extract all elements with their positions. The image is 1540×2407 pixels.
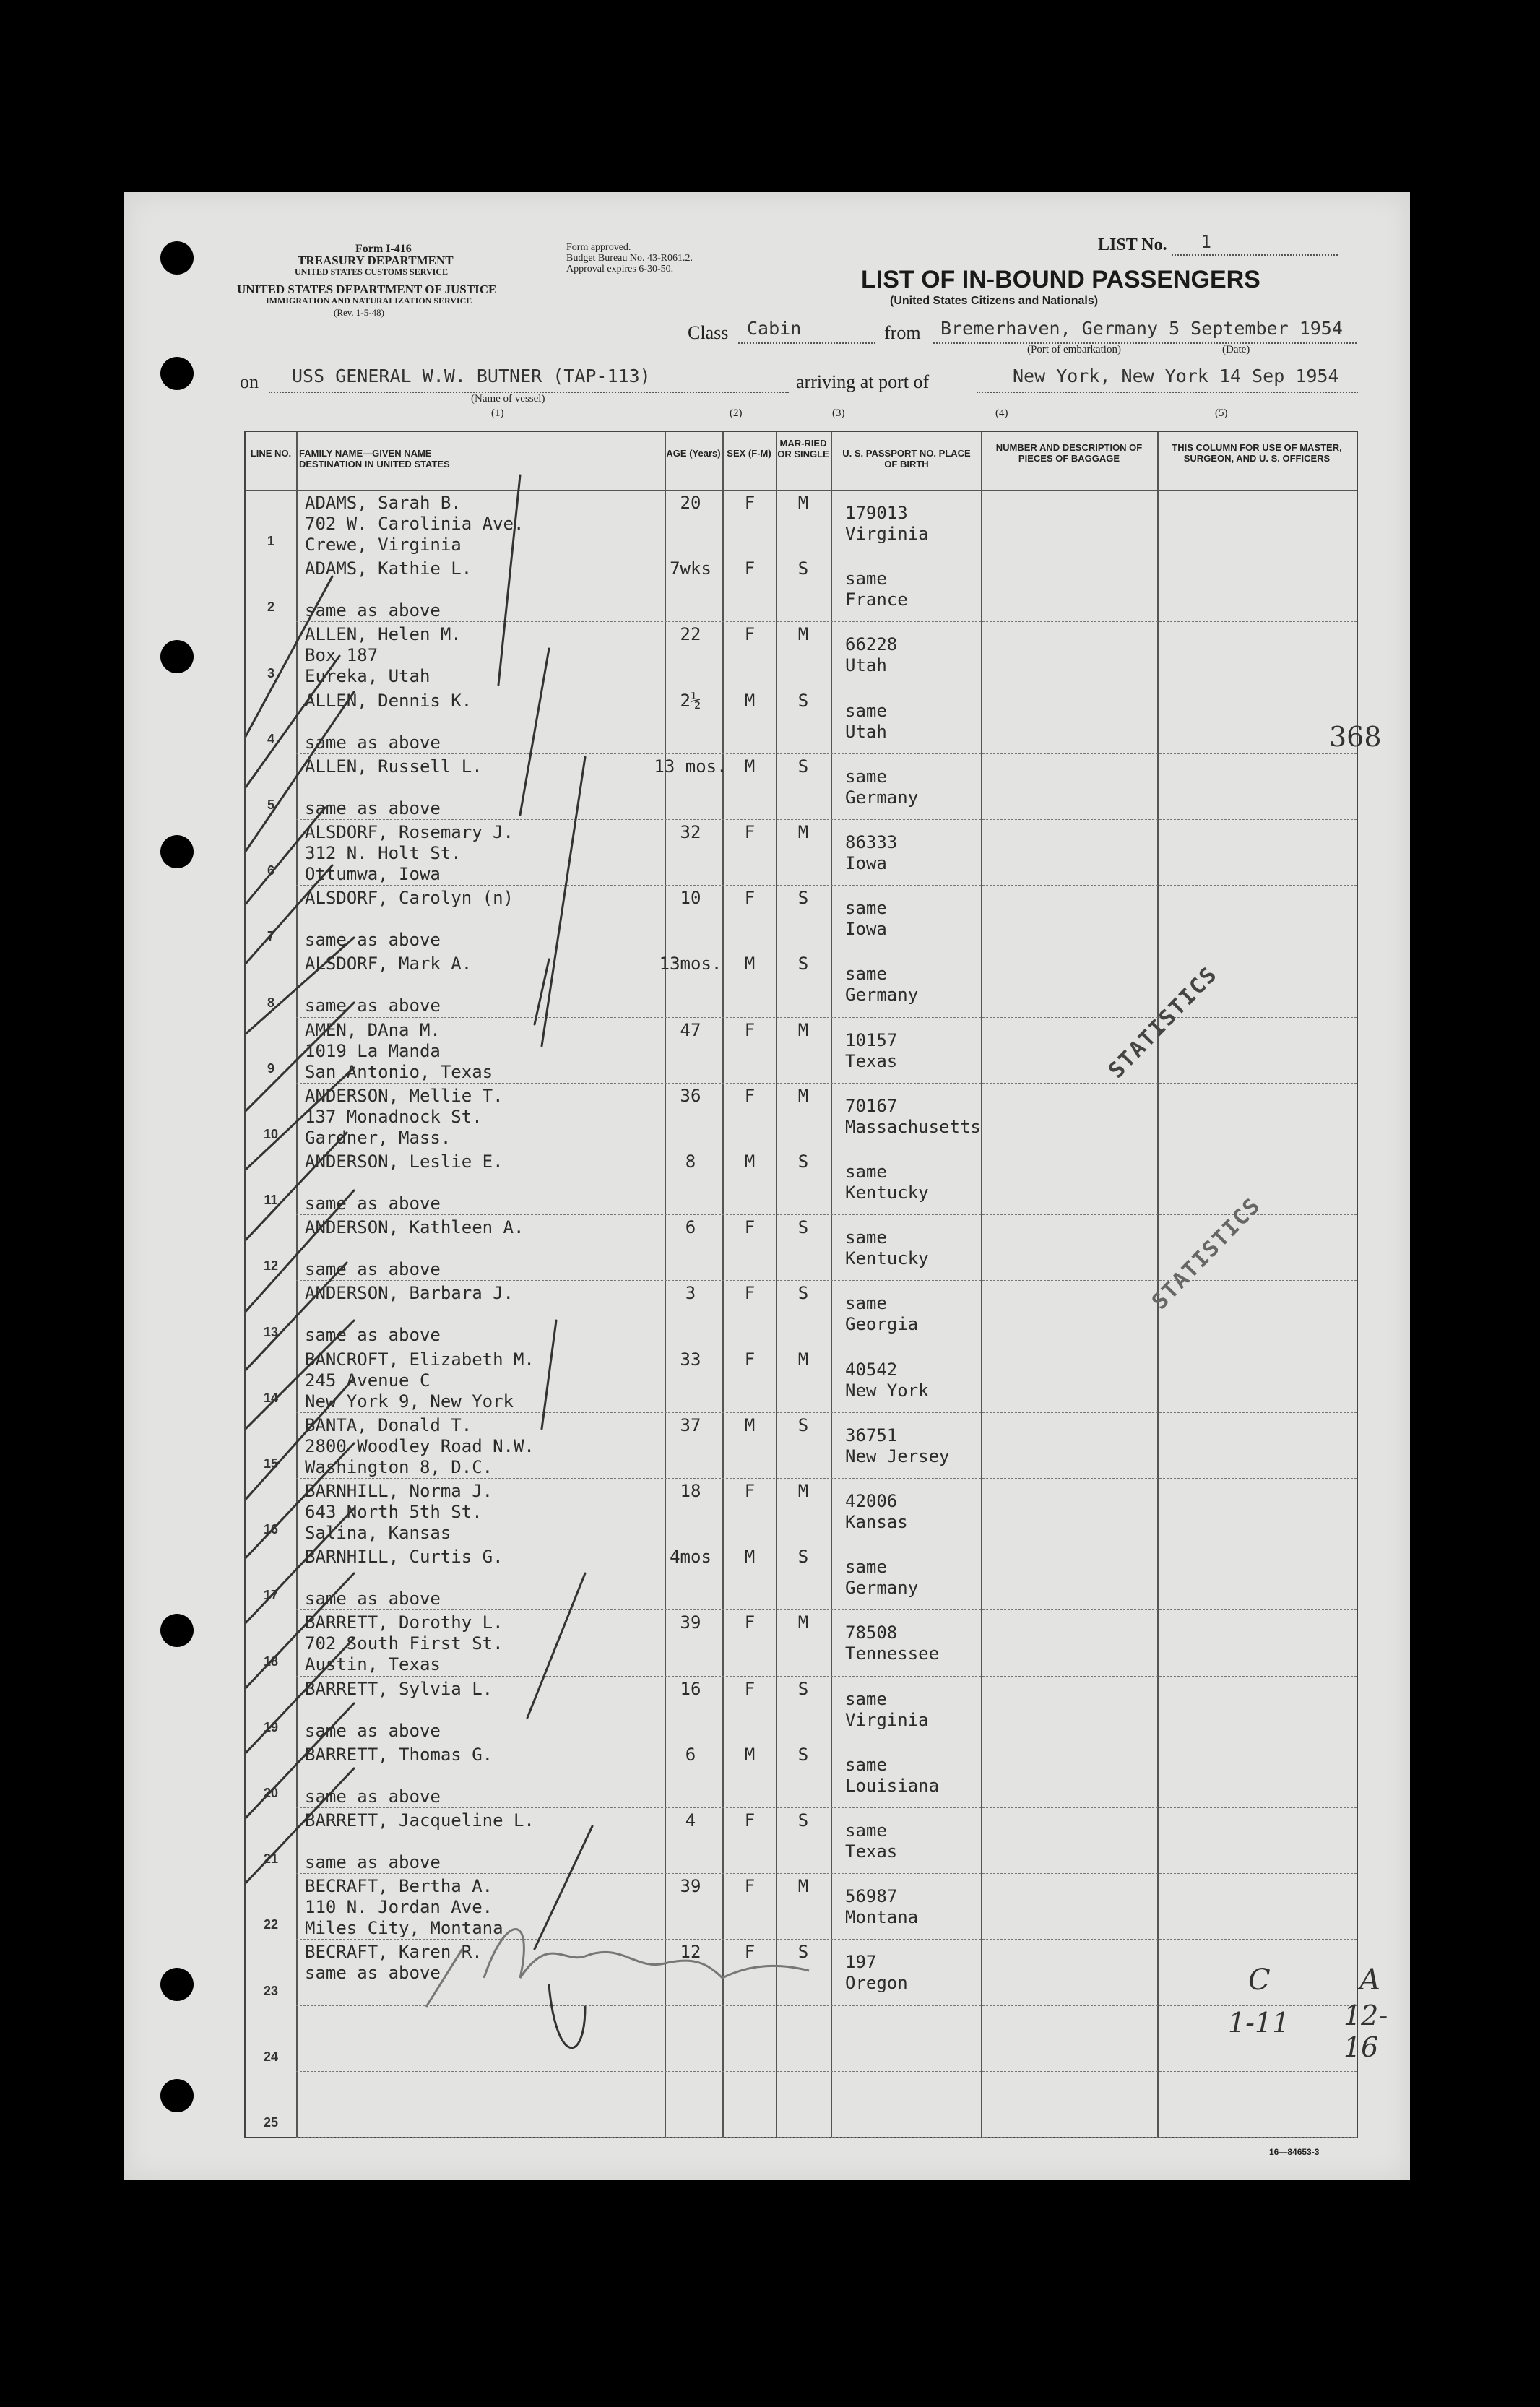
arriving-label: arriving at port of: [796, 371, 930, 392]
age-value: 4mos: [670, 1547, 711, 1568]
age-value: 20: [680, 493, 701, 513]
place-of-birth: Louisiana: [845, 1775, 940, 1796]
destination: same as above: [305, 732, 441, 753]
passport-number: 78508: [845, 1622, 898, 1643]
age-value: 37: [680, 1414, 701, 1435]
binder-hole: [160, 2079, 194, 2112]
passenger-name: ALSDORF, Carolyn (n): [305, 888, 514, 909]
footer-code: 16—84653-3: [1269, 2147, 1320, 2157]
passport-number: 70167: [845, 1095, 898, 1116]
col-header-passport: U. S. PASSPORT NO. PLACE OF BIRTH: [842, 448, 971, 470]
age-value: 2½: [680, 690, 701, 711]
marital-status: M: [797, 1876, 809, 1897]
passport-number: same: [845, 1162, 887, 1182]
age-value: 39: [680, 1612, 701, 1633]
passport-number: same: [845, 964, 887, 985]
passport-number: same: [845, 1293, 887, 1314]
age-value: 6: [685, 1217, 696, 1238]
passenger-name: ANDERSON, Kathleen A.: [305, 1217, 524, 1238]
sex-value: M: [744, 954, 756, 975]
vessel-caption: (Name of vessel): [471, 393, 545, 405]
place-of-birth: Utah: [845, 655, 887, 676]
passenger-name: BANTA, Donald T.: [305, 1414, 472, 1435]
passenger-name: ANDERSON, Mellie T.: [305, 1085, 503, 1106]
place-of-birth: Kansas: [845, 1512, 908, 1532]
line-number: 18: [263, 1654, 279, 1669]
passenger-table: [244, 431, 1388, 2138]
destination: same as above: [305, 1720, 441, 1741]
sex-value: F: [744, 1481, 756, 1501]
marital-status: S: [797, 756, 809, 777]
destination: 137 Monadnock St. Gardner, Mass.: [305, 1106, 483, 1148]
col-header-officers: THIS COLUMN FOR USE OF MASTER, SURGEON, AND U. S. OFFICERS: [1172, 442, 1342, 464]
sex-value: F: [744, 493, 756, 513]
officer-number: 368: [1329, 721, 1382, 753]
hand-c: C: [1248, 1963, 1271, 1997]
passenger-name: BARRETT, Sylvia L.: [305, 1678, 493, 1699]
destination: same as above: [305, 1963, 441, 1984]
hand-a: A: [1359, 1963, 1380, 1997]
destination: Box 187 Eureka, Utah: [305, 645, 431, 687]
line-number: 24: [263, 2049, 279, 2064]
class-value: Cabin: [747, 318, 802, 339]
place-of-birth: Texas: [845, 1050, 898, 1071]
passenger-name: ANDERSON, Barbara J.: [305, 1283, 514, 1304]
marital-status: S: [797, 1151, 809, 1172]
destination: 312 N. Holt St. Ottumwa, Iowa: [305, 843, 462, 884]
sex-value: F: [744, 1876, 756, 1897]
list-no: 1: [1201, 231, 1212, 252]
age-value: 4: [685, 1810, 696, 1831]
passport-number: same: [845, 700, 887, 721]
manifest-page: [124, 192, 1410, 2180]
line-number: 25: [263, 2114, 279, 2130]
class-label: Class: [688, 322, 729, 343]
sex-value: F: [744, 822, 756, 842]
line-number: 9: [267, 1060, 274, 1076]
binder-hole: [160, 835, 194, 868]
destination: 2800 Woodley Road N.W. Washington 8, D.C.: [305, 1435, 535, 1477]
line-number: 14: [263, 1390, 279, 1405]
passenger-name: ADAMS, Sarah B.: [305, 493, 462, 513]
passport-number: same: [845, 766, 887, 787]
marital-status: S: [797, 1547, 809, 1568]
list-no-label: LIST No.: [1098, 235, 1167, 254]
line-number: 2: [267, 600, 274, 615]
age-value: 6: [685, 1744, 696, 1765]
age-value: 12: [680, 1942, 701, 1963]
ins-service: IMMIGRATION AND NATURALIZATION SERVICE: [266, 295, 472, 306]
age-value: 47: [680, 1019, 701, 1040]
place-of-birth: Massachusetts: [845, 1116, 981, 1137]
line-number: 16: [263, 1522, 279, 1537]
passport-number: 42006: [845, 1491, 898, 1511]
passport-number: same: [845, 1227, 887, 1248]
destination: 245 Avenue C New York 9, New York: [305, 1370, 514, 1412]
passenger-name: BANCROFT, Elizabeth M.: [305, 1349, 535, 1370]
date-caption: (Date): [1222, 344, 1250, 355]
line-number: 4: [267, 731, 274, 746]
line-number: 13: [263, 1324, 279, 1339]
passport-number: same: [845, 1820, 887, 1841]
place-of-birth: Kentucky: [845, 1183, 929, 1203]
destination: 702 South First St. Austin, Texas: [305, 1633, 503, 1675]
marital-status: S: [797, 690, 809, 711]
marital-status: M: [797, 1085, 809, 1106]
place-of-birth: Germany: [845, 787, 919, 808]
passenger-name: ALLEN, Russell L.: [305, 756, 483, 777]
age-value: 33: [680, 1349, 701, 1370]
form-approved: Form approved.: [566, 242, 631, 253]
place-of-birth: Tennessee: [845, 1643, 940, 1664]
sex-value: M: [744, 690, 756, 711]
page-title: LIST OF IN-BOUND PASSENGERS: [861, 266, 1260, 293]
line-number: 8: [267, 995, 274, 1010]
form-number: Form I-416: [355, 243, 412, 255]
from-value: Bremerhaven, Germany 5 September 1954: [940, 318, 1343, 339]
marital-status: M: [797, 624, 809, 645]
sex-value: F: [744, 1942, 756, 1963]
age-value: 13 mos.: [654, 756, 727, 777]
passenger-name: BARNHILL, Norma J.: [305, 1481, 493, 1501]
age-value: 10: [680, 888, 701, 909]
col-header-sex: SEX (F-M): [727, 448, 771, 459]
passenger-name: BARRETT, Jacqueline L.: [305, 1810, 535, 1831]
place-of-birth: Iowa: [845, 919, 887, 940]
marital-status: S: [797, 888, 809, 909]
sex-value: M: [744, 1151, 756, 1172]
passenger-name: ANDERSON, Leslie E.: [305, 1151, 503, 1172]
marital-status: S: [797, 954, 809, 975]
destination: same as above: [305, 1259, 441, 1280]
line-number: 22: [263, 1917, 279, 1932]
col-header-age: AGE (Years): [666, 448, 721, 459]
destination: same as above: [305, 1325, 441, 1346]
line-number: 1: [267, 534, 274, 549]
line-number: 5: [267, 797, 274, 812]
place-of-birth: Oregon: [845, 1973, 908, 1994]
place-of-birth: Virginia: [845, 524, 929, 544]
passport-number: 36751: [845, 1425, 898, 1446]
binder-hole: [160, 241, 194, 275]
revision: (Rev. 1-5-48): [334, 307, 384, 318]
col-num-5: (5): [1215, 407, 1228, 419]
passenger-name: ALSDORF, Rosemary J.: [305, 822, 514, 842]
col-num-4: (4): [995, 407, 1008, 419]
line-number: 20: [263, 1785, 279, 1800]
destination: same as above: [305, 1786, 441, 1807]
port-caption: (Port of embarkation): [1027, 344, 1121, 355]
place-of-birth: Montana: [845, 1907, 919, 1928]
marital-status: S: [797, 1744, 809, 1765]
marital-status: M: [797, 822, 809, 842]
place-of-birth: Iowa: [845, 853, 887, 873]
passenger-name: BECRAFT, Karen R.: [305, 1942, 483, 1963]
statistics-stamp: STATISTICS: [1104, 961, 1223, 1084]
age-value: 32: [680, 822, 701, 842]
line-number: 23: [263, 1983, 279, 1998]
sex-value: F: [744, 1283, 756, 1304]
destination: 643 North 5th St. Salina, Kansas: [305, 1502, 483, 1543]
passport-number: 179013: [845, 503, 908, 523]
statistics-stamp: STATISTICS: [1147, 1193, 1266, 1315]
marital-status: S: [797, 1810, 809, 1831]
sex-value: F: [744, 1810, 756, 1831]
hand-range-1: 1-11: [1228, 2007, 1290, 2039]
binder-hole: [160, 640, 194, 673]
passenger-name: ALSDORF, Mark A.: [305, 954, 472, 975]
line-number: 21: [263, 1851, 279, 1867]
hand-range-2: 12-16: [1344, 2000, 1388, 2063]
budget-bureau: Budget Bureau No. 43-R061.2.: [566, 253, 693, 264]
vessel-name: USS GENERAL W.W. BUTNER (TAP-113): [292, 366, 651, 386]
destination: same as above: [305, 1193, 441, 1214]
col-header-baggage: NUMBER AND DESCRIPTION OF PIECES OF BAGGAGE: [995, 442, 1143, 464]
passport-number: 86333: [845, 832, 898, 852]
age-value: 7wks: [670, 558, 711, 579]
handwritten-marks: [246, 432, 1357, 2137]
from-label: from: [884, 322, 921, 343]
col-header-line: LINE NO.: [250, 448, 292, 459]
marital-status: M: [797, 493, 809, 513]
passenger-name: ADAMS, Kathie L.: [305, 558, 472, 579]
sex-value: F: [744, 1349, 756, 1370]
age-value: 3: [685, 1283, 696, 1304]
page-subtitle: (United States Citizens and Nationals): [890, 295, 1099, 307]
place-of-birth: France: [845, 589, 908, 610]
marital-status: S: [797, 558, 809, 579]
passport-number: same: [845, 1688, 887, 1709]
age-value: 8: [685, 1151, 696, 1172]
marital-status: M: [797, 1019, 809, 1040]
marital-status: S: [797, 1414, 809, 1435]
destination: same as above: [305, 600, 441, 621]
marital-status: M: [797, 1349, 809, 1370]
passenger-name: ALLEN, Helen M.: [305, 624, 462, 645]
passenger-name: BARRETT, Dorothy L.: [305, 1612, 503, 1633]
age-value: 16: [680, 1678, 701, 1699]
passport-number: same: [845, 569, 887, 589]
destination: 110 N. Jordan Ave. Miles City, Montana: [305, 1897, 503, 1939]
marital-status: S: [797, 1283, 809, 1304]
destination: same as above: [305, 930, 441, 951]
destination: same as above: [305, 798, 441, 818]
sex-value: F: [744, 888, 756, 909]
customs-service: UNITED STATES CUSTOMS SERVICE: [295, 267, 448, 277]
col-num-1: (1): [491, 407, 504, 419]
sex-value: F: [744, 1678, 756, 1699]
line-number: 3: [267, 665, 274, 680]
passport-number: 66228: [845, 634, 898, 655]
place-of-birth: Virginia: [845, 1709, 929, 1730]
approval-expires: Approval expires 6-30-50.: [566, 264, 674, 275]
passport-number: same: [845, 898, 887, 919]
line-number: 19: [263, 1719, 279, 1734]
line-number: 12: [263, 1258, 279, 1274]
destination: 702 W. Carolinia Ave. Crewe, Virginia: [305, 514, 524, 555]
marital-status: S: [797, 1217, 809, 1238]
treasury-dept: TREASURY DEPARTMENT: [298, 254, 454, 267]
marital-status: M: [797, 1612, 809, 1633]
sex-value: F: [744, 1612, 756, 1633]
passport-number: 56987: [845, 1886, 898, 1907]
sex-value: M: [744, 1744, 756, 1765]
place-of-birth: Germany: [845, 985, 919, 1006]
passenger-name: BECRAFT, Bertha A.: [305, 1876, 493, 1897]
col-header-married: MAR-RIED OR SINGLE: [777, 438, 829, 459]
passport-number: same: [845, 1557, 887, 1578]
passenger-name: ALLEN, Dennis K.: [305, 690, 472, 711]
binder-hole: [160, 1968, 194, 2001]
age-value: 22: [680, 624, 701, 645]
passport-number: same: [845, 1754, 887, 1775]
destination: same as above: [305, 1589, 441, 1609]
destination: same as above: [305, 995, 441, 1016]
age-value: 13mos.: [659, 954, 722, 975]
marital-status: S: [797, 1678, 809, 1699]
sex-value: M: [744, 1414, 756, 1435]
marital-status: S: [797, 1942, 809, 1963]
line-number: 10: [263, 1126, 279, 1141]
line-number: 7: [267, 929, 274, 944]
place-of-birth: New Jersey: [845, 1446, 950, 1466]
sex-value: F: [744, 1019, 756, 1040]
sex-value: M: [744, 1547, 756, 1568]
passenger-name: AMEN, DAna M.: [305, 1019, 441, 1040]
marital-status: M: [797, 1481, 809, 1501]
line-number: 15: [263, 1456, 279, 1471]
col-num-3: (3): [832, 407, 845, 419]
on-label: on: [240, 371, 259, 392]
place-of-birth: Georgia: [845, 1314, 919, 1335]
col-num-2: (2): [730, 407, 743, 419]
justice-dept: UNITED STATES DEPARTMENT OF JUSTICE: [237, 282, 497, 296]
age-value: 39: [680, 1876, 701, 1897]
passport-number: 10157: [845, 1029, 898, 1050]
arrival-port: New York, New York 14 Sep 1954: [1013, 366, 1339, 386]
passport-number: 197: [845, 1952, 877, 1973]
sex-value: M: [744, 756, 756, 777]
passenger-name: BARNHILL, Curtis G.: [305, 1547, 503, 1568]
place-of-birth: Utah: [845, 721, 887, 742]
col-header-name: FAMILY NAME—GIVEN NAME DESTINATION IN UNITED STATES: [299, 448, 450, 470]
line-number: 11: [264, 1193, 278, 1208]
place-of-birth: New York: [845, 1380, 929, 1401]
sex-value: F: [744, 558, 756, 579]
passenger-name: BARRETT, Thomas G.: [305, 1744, 493, 1765]
place-of-birth: Texas: [845, 1841, 898, 1862]
age-value: 18: [680, 1481, 701, 1501]
binder-hole: [160, 357, 194, 390]
age-value: 36: [680, 1085, 701, 1106]
binder-hole: [160, 1614, 194, 1647]
place-of-birth: Kentucky: [845, 1248, 929, 1269]
destination: 1019 La Manda San Antonio, Texas: [305, 1040, 493, 1082]
line-number: 17: [263, 1588, 279, 1603]
sex-value: F: [744, 624, 756, 645]
place-of-birth: Germany: [845, 1578, 919, 1599]
line-number: 6: [267, 863, 274, 878]
sex-value: F: [744, 1217, 756, 1238]
passport-number: 40542: [845, 1359, 898, 1380]
destination: same as above: [305, 1852, 441, 1872]
sex-value: F: [744, 1085, 756, 1106]
